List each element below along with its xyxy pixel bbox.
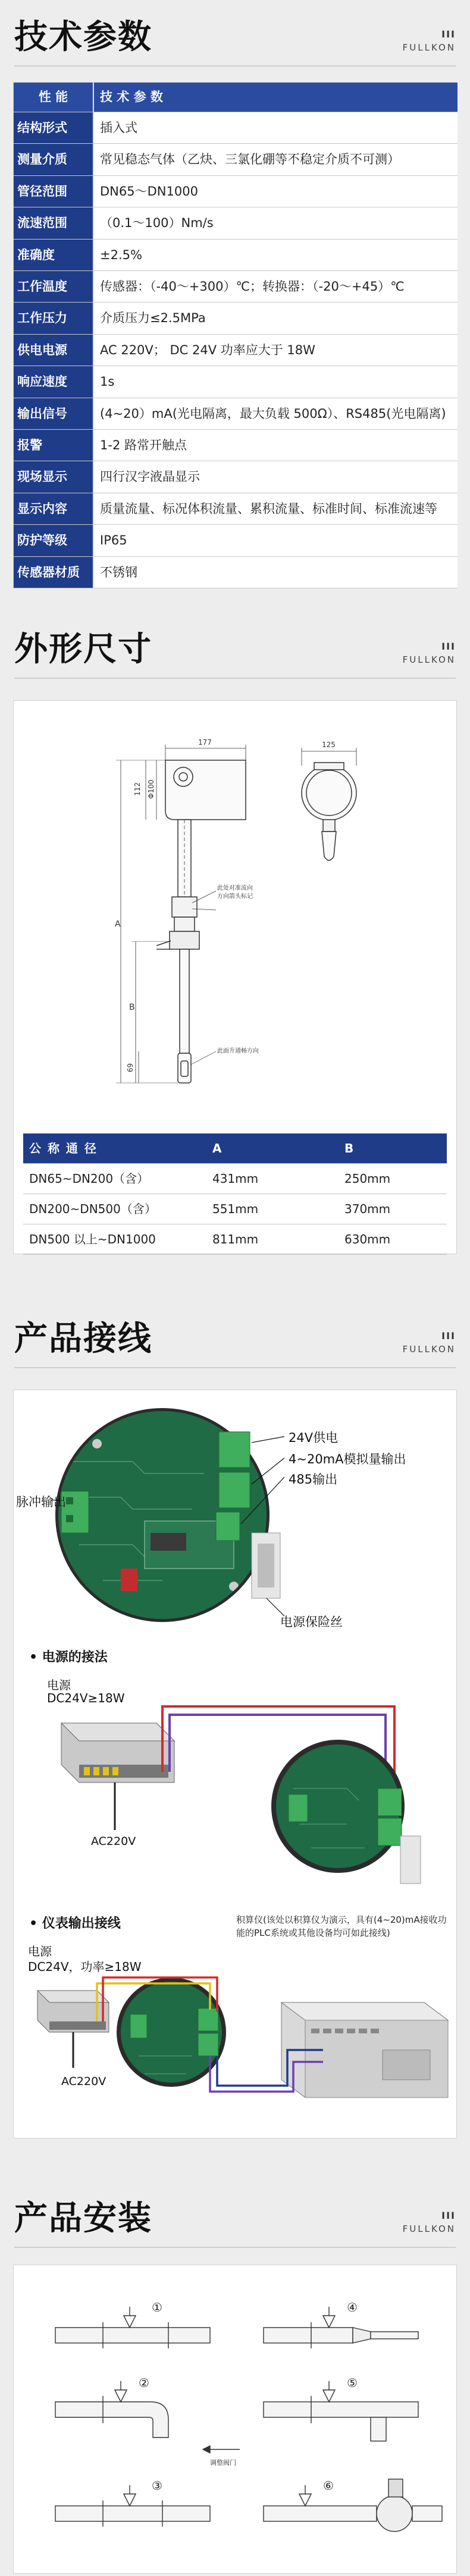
spec-key: 测量介质 (14, 144, 93, 175)
install-case-elbow (55, 2381, 168, 2438)
install-marker-3: ③ (152, 2479, 162, 2493)
wiring-panel (13, 1390, 457, 2139)
install-header (14, 2192, 456, 2246)
table-row (14, 430, 458, 461)
dim-cell-a: 811mm (212, 1232, 259, 1246)
install-marker-4: ④ (347, 2300, 358, 2314)
install-case-tee (264, 2381, 418, 2441)
spec-key: 准确度 (14, 240, 93, 270)
side-width-dim-label: 125 (322, 741, 336, 749)
a-dim-label: A (115, 919, 121, 929)
spec-header-value: 技 术 参 数 (93, 83, 458, 112)
table-row (23, 1194, 447, 1224)
power-ac-label: AC220V (91, 1835, 136, 1848)
table-row (14, 335, 458, 366)
brand-name: FULLKON (402, 1344, 456, 1355)
wiring-header (14, 1312, 456, 1366)
install-case-straight (55, 2307, 210, 2348)
table-row (14, 525, 458, 556)
install-arrow-label: 调整阀门 (210, 2459, 236, 2467)
spec-value: 常见稳态气体（乙炔、三氯化硼等不稳定介质不可测） (93, 144, 458, 175)
spec-table-header (14, 83, 458, 112)
brand-bars-icon: III (441, 29, 456, 40)
table-row (14, 176, 458, 207)
dim-cell-b: 370mm (344, 1202, 391, 1216)
table-row (14, 112, 458, 144)
spec-value: 插入式 (93, 112, 458, 143)
callout-24v-supply: 24V供电 (289, 1431, 339, 1445)
brand-bars-icon: III (441, 1330, 456, 1341)
install-marker-2: ② (139, 2376, 149, 2390)
header-divider (14, 678, 456, 679)
brand-name: FULLKON (402, 2224, 456, 2234)
spec-value: （0.1～100）Nm/s (93, 207, 458, 238)
header-divider (14, 65, 456, 67)
dimension-table (23, 1133, 447, 1246)
spec-key: 显示内容 (14, 493, 93, 524)
spec-value: 传感器：（-40～+300）℃；转换器：（-20～+45）℃ (93, 271, 458, 302)
spec-value: DN65～DN1000 (93, 176, 458, 207)
diameter-dim-label: Φ100 (147, 779, 155, 799)
spec-header-key: 性 能 (14, 83, 93, 112)
dim-cell-b: 250mm (344, 1172, 391, 1186)
callout-fuse: 电源保险丝 (280, 1615, 343, 1629)
bottom-dim-label: 69 (126, 1063, 134, 1072)
table-row (14, 366, 458, 398)
specs-header (14, 11, 456, 64)
spec-key: 输出信号 (14, 398, 93, 429)
callout-rs485-output: 485输出 (289, 1472, 338, 1487)
spec-key: 工作压力 (14, 303, 93, 333)
power-wiring-title: • 电源的接法 (29, 1650, 108, 1665)
spec-value: AC 220V； DC 24V 功率应大于 18W (93, 335, 458, 366)
spec-key: 现场显示 (14, 461, 93, 492)
meter-ac-label: AC220V (61, 2075, 106, 2088)
dimension-panel (13, 700, 457, 1254)
dimensions-title: 外形尺寸 (14, 630, 152, 669)
header-divider (14, 2247, 456, 2248)
install-marker-5: ⑤ (347, 2376, 358, 2390)
table-row (23, 1164, 447, 1194)
table-row (14, 207, 458, 239)
dim-cell-a: 551mm (212, 1202, 259, 1216)
specs-section (0, 0, 470, 600)
dimensions-section (0, 612, 470, 1290)
dimensions-header (14, 623, 456, 676)
table-row (14, 303, 458, 334)
dim-header-nominal: 公 称 通 径 (29, 1141, 98, 1155)
install-section (0, 2181, 470, 2576)
side-view (302, 748, 356, 861)
brand-bars-icon: III (441, 641, 456, 652)
meter-wiring-diagram (14, 1955, 456, 2133)
table-row (14, 271, 458, 303)
meter-note: 积算仪(该处以积算仪为演示，具有(4~20)mA接收功能的PLC系统或其他设备均可如此接线) (236, 1914, 447, 1938)
callout-pulse-output: 脉冲输出 (16, 1495, 66, 1509)
b-dim-label: B (129, 1003, 135, 1012)
power-supply-unit (61, 1723, 174, 1783)
install-panel (13, 2265, 457, 2574)
note-arrow-mark: 方向箭头标记 (217, 893, 253, 900)
wiring-section (0, 1302, 470, 2169)
spec-value: (4~20）mA(光电隔离，最大负载 500Ω）、RS485(光电隔离) (93, 398, 458, 429)
install-marker-6: ⑥ (323, 2479, 334, 2493)
spec-key: 传感器材质 (14, 557, 93, 588)
spec-key: 防护等级 (14, 525, 93, 556)
note-flow-direction: 此处对准流向 (217, 885, 253, 892)
spec-key: 供电电源 (14, 335, 93, 366)
spec-key: 响应速度 (14, 366, 93, 397)
table-row (14, 144, 458, 175)
spec-value: 1s (93, 366, 458, 397)
brand-name: FULLKON (402, 654, 456, 665)
spec-value: IP65 (93, 525, 458, 556)
spec-value: 介质压力≤2.5MPa (93, 303, 458, 333)
terminal-board-diagram (14, 1390, 456, 1628)
dim-cell-nominal: DN65~DN200（含） (29, 1172, 149, 1186)
dim-header-b: B (344, 1141, 355, 1155)
spec-value: 四行汉字液晶显示 (93, 461, 458, 492)
spec-value: ±2.5% (93, 240, 458, 270)
spec-table (13, 82, 457, 588)
dimension-drawing (14, 701, 456, 1129)
callout-analog-output: 4~20mA模拟量输出 (289, 1452, 406, 1466)
spec-value: 不锈钢 (93, 557, 458, 588)
spec-value: 1-2 路常开触点 (93, 430, 458, 461)
table-row (23, 1224, 447, 1255)
install-marker-1: ① (152, 2300, 162, 2314)
brand-mark (403, 641, 456, 665)
brand-name: FULLKON (402, 42, 456, 53)
dim-cell-nominal: DN200~DN500（含） (29, 1202, 156, 1216)
power-supply-label: 电源 (47, 1678, 71, 1692)
meter-supply-label: 电源 (28, 1944, 52, 1958)
spec-key: 流速范围 (14, 207, 93, 238)
table-row (14, 398, 458, 430)
spec-key: 结构形式 (14, 112, 93, 143)
brand-bars-icon: III (441, 2210, 456, 2221)
note-surface: 此面升通畅方向 (217, 1048, 259, 1054)
specs-title: 技术参数 (14, 18, 152, 56)
meter-supply-spec: DC24V，功率≥18W (28, 1960, 142, 1974)
width-dim-label: 177 (198, 738, 212, 747)
table-row (14, 557, 458, 588)
spec-value: 质量流量、标况体积流量、累积流量、标准时间、标准流速等 (93, 493, 458, 524)
meter-wiring-title: • 仪表输出接线 (29, 1916, 121, 1931)
table-row (14, 240, 458, 271)
table-row (14, 461, 458, 493)
dim-header-a: A (212, 1141, 223, 1155)
install-diagrams (14, 2265, 456, 2574)
brand-mark (403, 29, 456, 53)
height-dim-label: 112 (133, 782, 142, 796)
brand-mark (403, 2210, 456, 2234)
wiring-title: 产品接线 (14, 1320, 152, 1358)
power-wiring-diagram (14, 1699, 456, 1895)
dimension-table-header (23, 1133, 447, 1164)
header-divider (14, 1367, 456, 1368)
install-case-reducer (264, 2307, 418, 2348)
install-case-valve (55, 2485, 210, 2527)
brand-mark (403, 1330, 456, 1355)
install-case-pump (264, 2479, 442, 2531)
spec-key: 管径范围 (14, 176, 93, 207)
power-supply-spec: DC24V≥18W (47, 1691, 125, 1705)
install-title: 产品安装 (14, 2199, 152, 2238)
spec-key: 报警 (14, 430, 93, 461)
spec-key: 工作温度 (14, 271, 93, 302)
table-row (14, 493, 458, 525)
dim-cell-nominal: DN500 以上~DN1000 (29, 1232, 156, 1246)
dim-cell-b: 630mm (344, 1232, 391, 1246)
dim-cell-a: 431mm (212, 1172, 259, 1186)
